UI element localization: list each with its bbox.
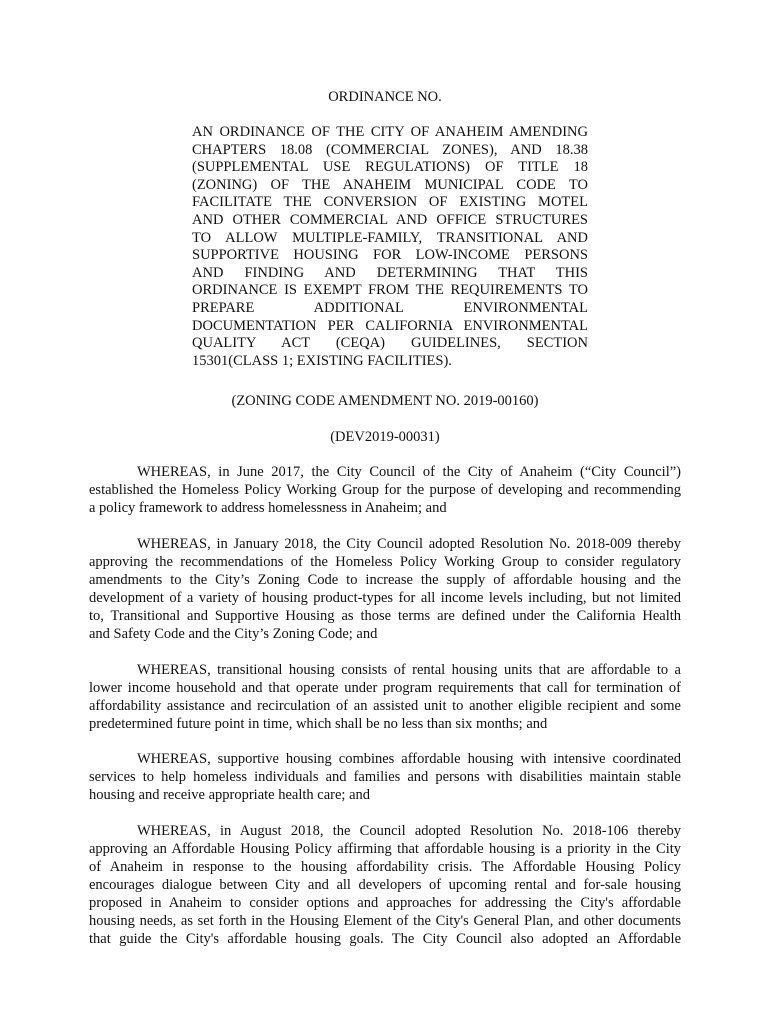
- paragraph-line: affordability assistance and recirculation of an assisted unit to another eligible recipient and some: [89, 698, 681, 714]
- whereas-paragraph-2: [89, 535, 681, 643]
- whereas-paragraph-1: [89, 463, 681, 517]
- title-line: (ZONING) OF THE ANAHEIM MUNICIPAL CODE TO: [192, 176, 588, 193]
- title-line: DOCUMENTATION PER CALIFORNIA ENVIRONMENTAL: [192, 317, 588, 334]
- title-line: 15301(CLASS 1; EXISTING FACILITIES).: [192, 352, 452, 369]
- paragraph-line: WHEREAS, in August 2018, the Council adopted Resolution No. 2018-106 thereby: [137, 823, 681, 839]
- whereas-paragraph-5: [89, 822, 681, 948]
- title-line: AN ORDINANCE OF THE CITY OF ANAHEIM AMENDING: [192, 124, 588, 140]
- paragraph-line: approving an Affordable Housing Policy affirming that affordable housing is a priority in the City: [89, 841, 681, 857]
- paragraph-line: WHEREAS, transitional housing consists of rental housing units that are affordable to a: [137, 662, 681, 678]
- paragraph-line: services to help homeless individuals and families and persons with disabilities maintain stable: [89, 769, 681, 785]
- zoning-code-amendment-number: (ZONING CODE AMENDMENT NO. 2019-00160): [231, 393, 539, 409]
- paragraph-line: of Anaheim in response to the housing affordability crisis. The Affordable Housing Policy: [89, 859, 681, 875]
- paragraph-line: development of a variety of housing product-types for all income levels including, but not limited: [89, 590, 681, 606]
- ordinance-title: [192, 124, 588, 370]
- paragraph-line: that guide the City's affordable housing goals. The City Council also adopted an Affordable: [89, 931, 681, 947]
- title-line: SUPPORTIVE HOUSING FOR LOW-INCOME PERSONS: [192, 247, 588, 264]
- paragraph-line: WHEREAS, in January 2018, the City Council adopted Resolution No. 2018-009 thereby: [137, 536, 681, 552]
- paragraph-line: predetermined future point in time, which shall be no less than six months; and: [89, 716, 548, 732]
- title-line: PREPARE ADDITIONAL ENVIRONMENTAL: [192, 299, 588, 316]
- paragraph-line: WHEREAS, supportive housing combines affordable housing with intensive coordinated: [137, 751, 681, 767]
- title-line: CHAPTERS 18.08 (COMMERCIAL ZONES), AND 18.38: [192, 141, 588, 158]
- paragraph-line: a policy framework to address homelessness in Anaheim; and: [89, 500, 447, 516]
- paragraph-line: amendments to the City’s Zoning Code to increase the supply of affordable housing and the: [89, 572, 681, 588]
- paragraph-line: approving the recommendations of the Homeless Policy Working Group to consider regulatory: [89, 554, 681, 570]
- paragraph-line: proposed in Anaheim to consider options and approaches for addressing the City's affordable: [89, 895, 681, 911]
- paragraph-line: WHEREAS, in June 2017, the City Council of the City of Anaheim (“City Council”): [137, 464, 681, 480]
- whereas-paragraph-3: [89, 661, 681, 733]
- paragraph-line: encourages dialogue between City and all developers of upcoming rental and for-sale housing: [89, 877, 681, 893]
- title-line: AND FINDING AND DETERMINING THAT THIS: [192, 264, 588, 281]
- title-line: TO ALLOW MULTIPLE-FAMILY, TRANSITIONAL AND: [192, 229, 588, 246]
- title-line: AND OTHER COMMERCIAL AND OFFICE STRUCTURES: [192, 211, 588, 228]
- paragraph-line: established the Homeless Policy Working Group for the purpose of developing and recommending: [89, 482, 681, 498]
- paragraph-line: to, Transitional and Supportive Housing as those terms are defined under the California Health: [89, 608, 681, 624]
- paragraph-line: lower income household and that operate under program requirements that call for termination of: [89, 680, 681, 696]
- whereas-paragraph-4: [89, 750, 681, 804]
- paragraph-line: housing needs, as set forth in the Housing Element of the City's General Plan, and other documents: [89, 913, 681, 929]
- dev-number: (DEV2019-00031): [330, 429, 440, 445]
- ordinance-number-heading: ORDINANCE NO.: [328, 89, 442, 105]
- title-line: QUALITY ACT (CEQA) GUIDELINES, SECTION: [192, 335, 588, 352]
- title-line: ORDINANCE IS EXEMPT FROM THE REQUIREMENTS TO: [192, 282, 588, 299]
- paragraph-line: housing and receive appropriate health care; and: [89, 787, 371, 803]
- title-line: FACILITATE THE CONVERSION OF EXISTING MOTEL: [192, 194, 588, 211]
- title-line: (SUPPLEMENTAL USE REGULATIONS) OF TITLE 18: [192, 159, 588, 176]
- paragraph-line: and Safety Code and the City’s Zoning Code; and: [89, 626, 378, 642]
